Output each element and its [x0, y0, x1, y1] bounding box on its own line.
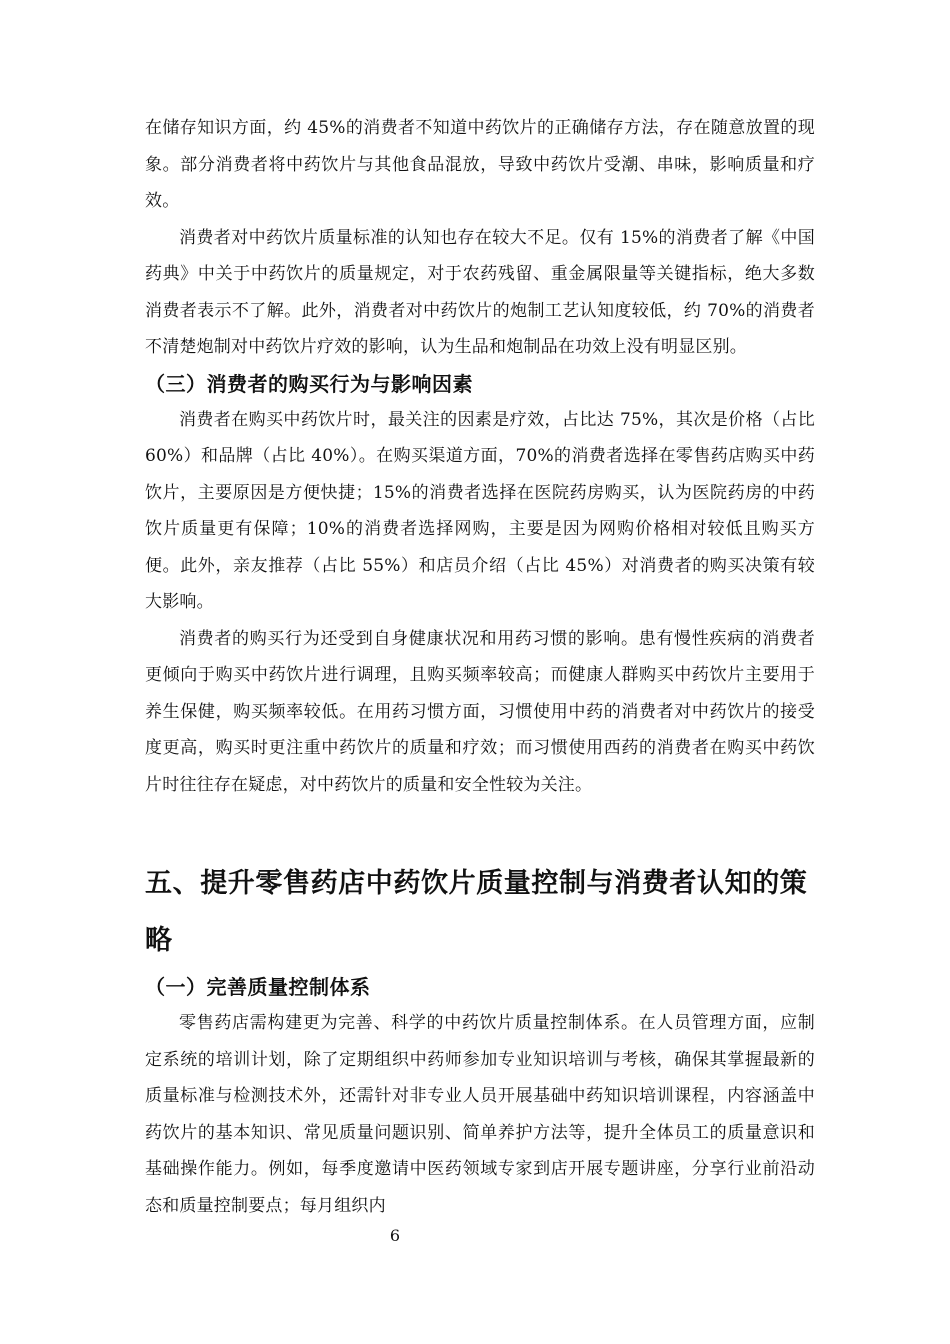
- paragraph-health-and-habits: 消费者的购买行为还受到自身健康状况和用药习惯的影响。患有慢性疾病的消费者更倾向于购买中药饮片进行调理，且购买频率较高；而健康人群购买中药饮片主要用于养生保健，购买频率较低。在用药习惯方面，习惯使用中药的消费者对中药饮片的接受度更高，购买时更注重中药饮片的质量和疗效；而习惯使用西药的消费者在购买中药饮片时往往存在疑虑，对中药饮片的质量和安全性较为关注。: [145, 628, 815, 795]
- section-spacer: [145, 803, 815, 855]
- chapter-heading-strategies: 五、提升零售药店中药饮片质量控制与消费者认知的策略: [145, 868, 808, 956]
- page-number: 6: [389, 1226, 401, 1245]
- section-heading-purchase-behavior: （三）消费者的购买行为与影响因素: [145, 371, 473, 396]
- paragraph-quality-system: 零售药店需构建更为完善、科学的中药饮片质量控制体系。在人员管理方面，应制定系统的培训计划，除了定期组织中药师参加专业知识培训与考核，确保其掌握最新的质量标准与检测技术外，还需针对非专业人员开展基础中药知识培训课程，内容涵盖中药饮片的基本知识、常见质量问题识别、简单养护方法等，提升全体员工的质量意识和基础操作能力。例如，每季度邀请中医药领域专家到店开展专题讲座，分享行业前沿动态和质量控制要点；每月组织内: [145, 1013, 815, 1216]
- paragraph-quality-standard-awareness: 消费者对中药饮片质量标准的认知也存在较大不足。仅有 15%的消费者了解《中国药典》中关于中药饮片的质量规定，对于农药残留、重金属限量等关键指标，绝大多数消费者表示不了解。此外，消费者对中药饮片的炮制工艺认知度较低，约 70%的消费者不清楚炮制对中药饮片疗效的影响，认为生品和炮制品在功效上没有明显区别。: [145, 227, 815, 357]
- paragraph-purchase-factors: 消费者在购买中药饮片时，最关注的因素是疗效，占比达 75%，其次是价格（占比 60%）和品牌（占比 40%）。在购买渠道方面，70%的消费者选择在零售药店购买中药饮片，主要原因是方便快捷；15%的消费者选择在医院药房购买，认为医院药房的中药饮片质量更有保障；10%的消费者选择网购，主要是因为网购价格相对较低且购买方便。此外，亲友推荐（占比 55%）和店员介绍（占比 45%）对消费者的购买决策有较大影响。: [145, 409, 815, 612]
- page-content: [145, 110, 815, 1224]
- section-heading-quality-system: （一）完善质量控制体系: [145, 975, 371, 999]
- paragraph-storage-knowledge: 在储存知识方面，约 45%的消费者不知道中药饮片的正确储存方法，存在随意放置的现象。部分消费者将中药饮片与其他食品混放，导致中药饮片受潮、串味，影响质量和疗效。: [145, 118, 815, 211]
